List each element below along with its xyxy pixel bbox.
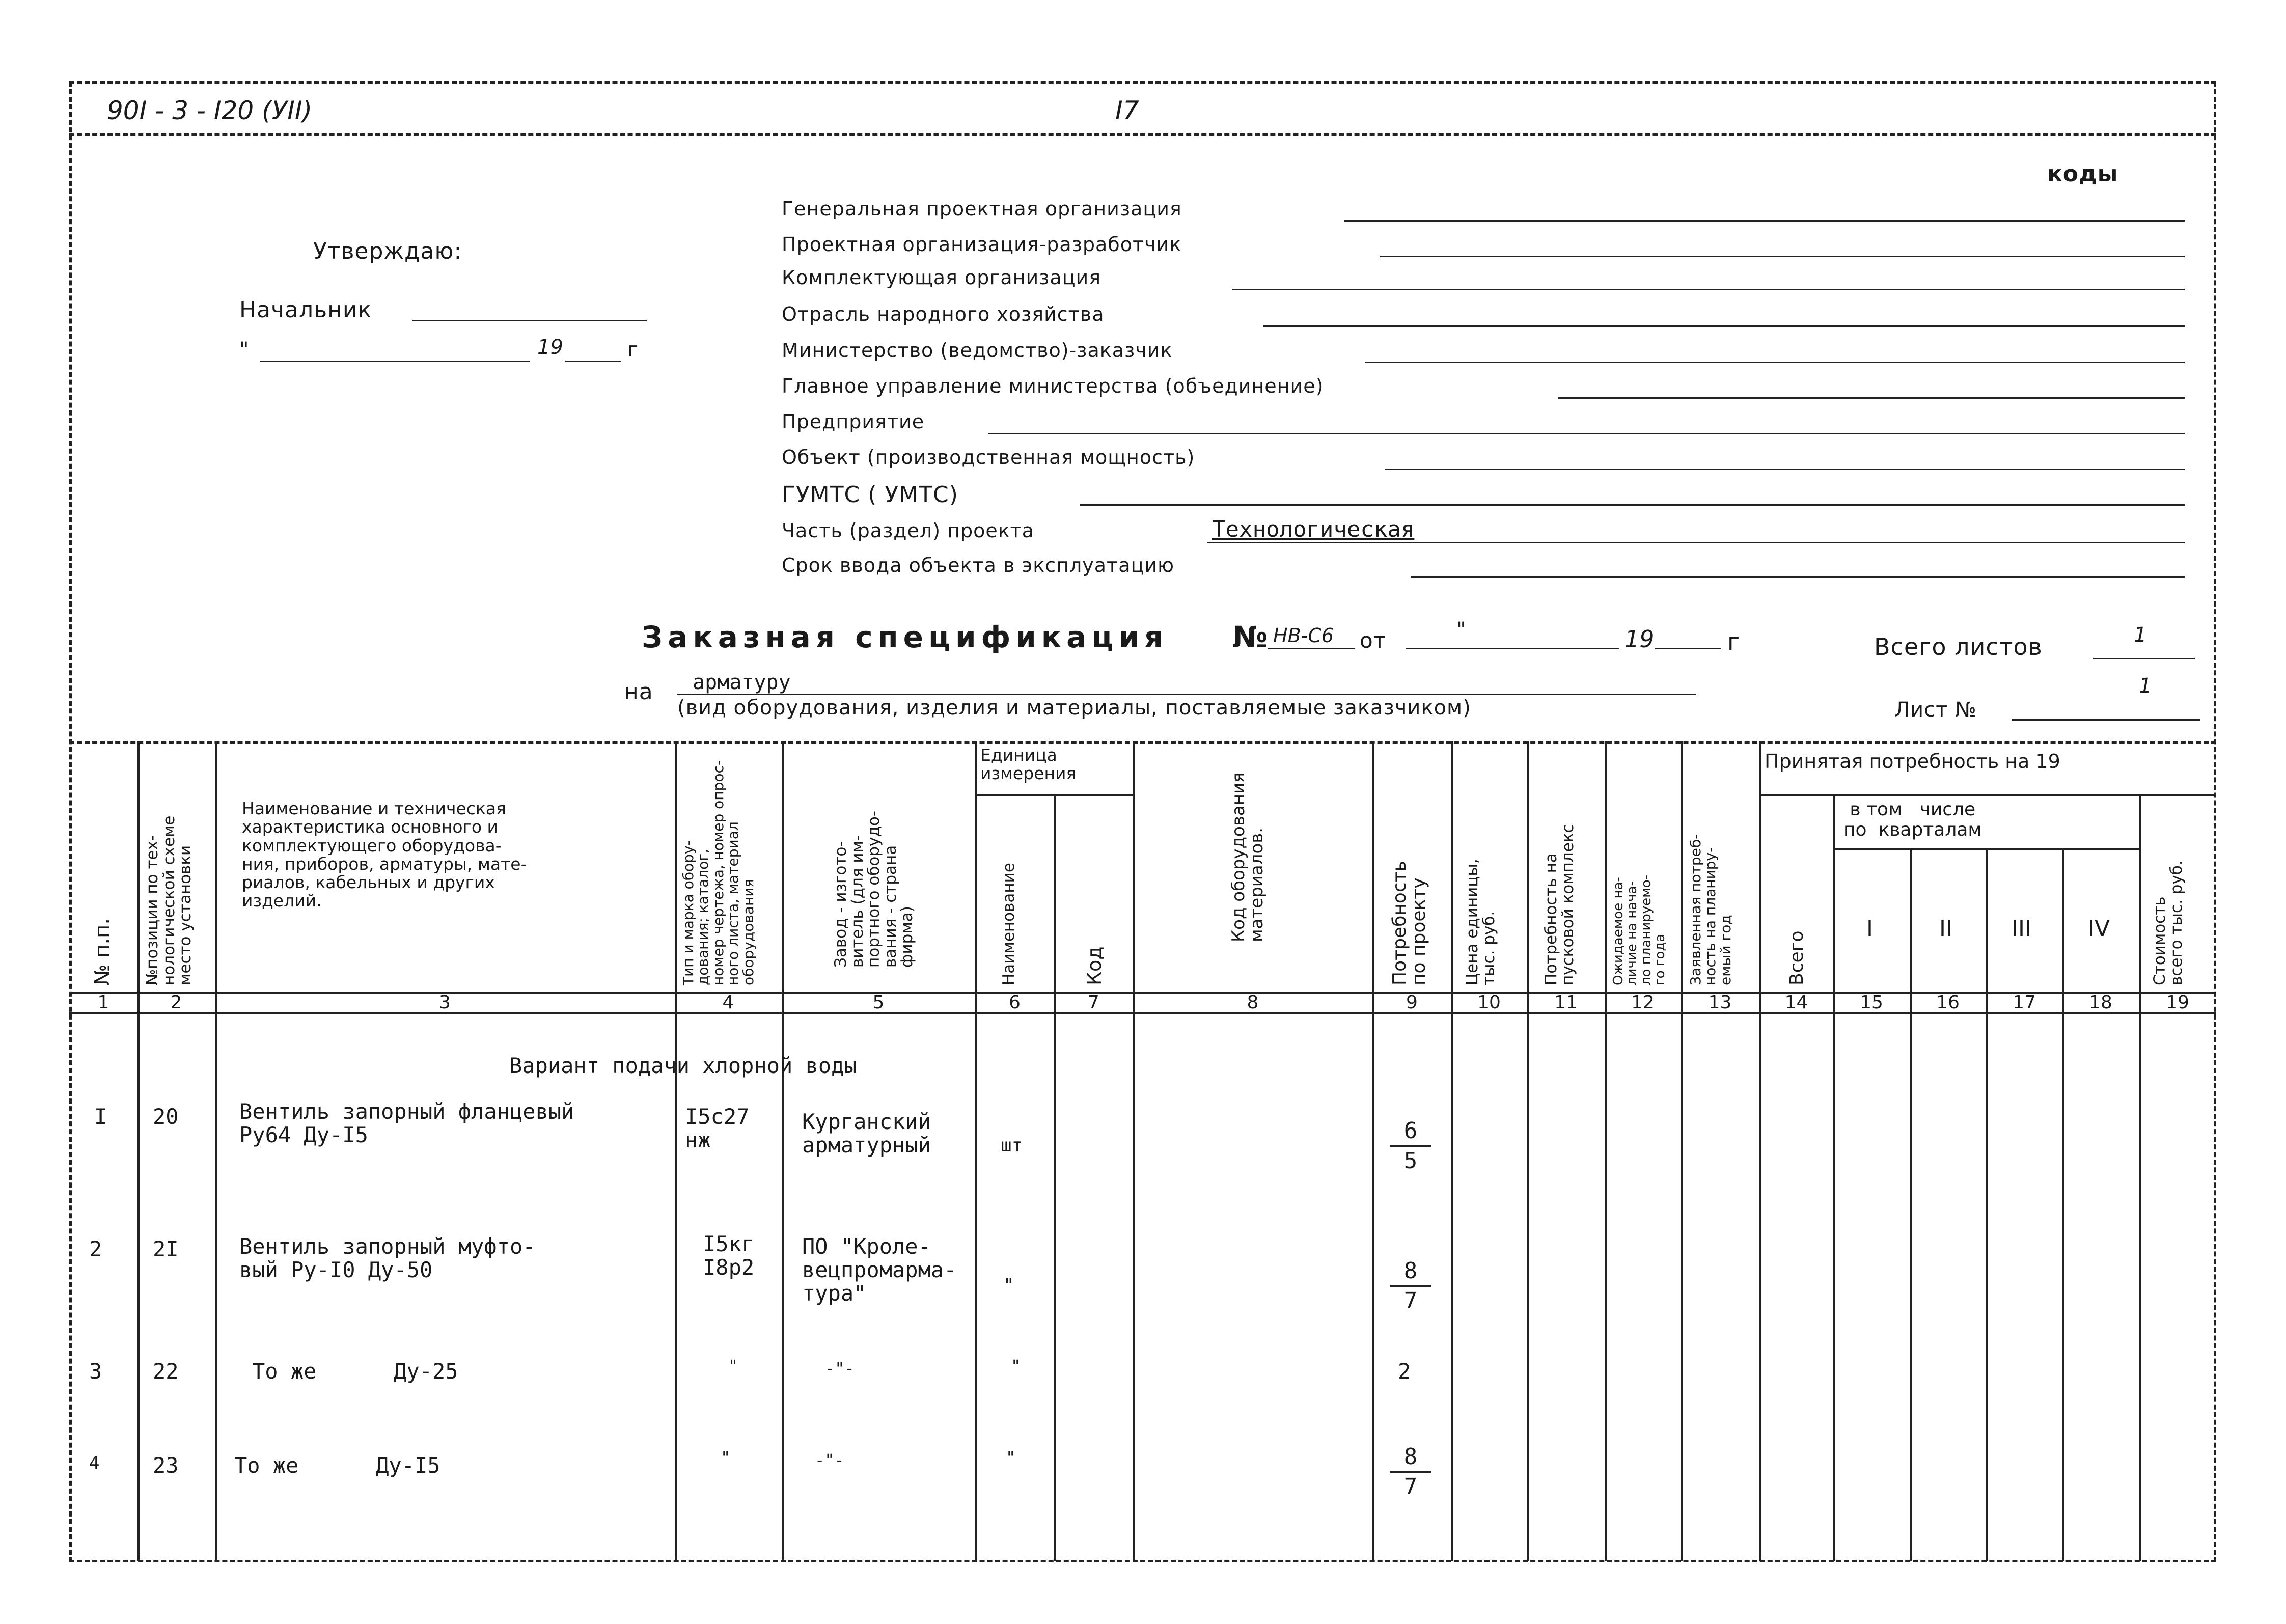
org-field-gumts-line bbox=[1080, 504, 2185, 506]
sheet-no-label: Лист № bbox=[1894, 698, 1977, 722]
row-unit: шт bbox=[1001, 1135, 1023, 1156]
org-field-industry-line bbox=[1263, 325, 2185, 327]
row-type: " bbox=[721, 1448, 731, 1467]
col-line-13 bbox=[1759, 741, 1761, 1561]
col-number: 8 bbox=[1247, 992, 1259, 1013]
col-number: 9 bbox=[1406, 992, 1418, 1013]
table-top-divider bbox=[69, 741, 2216, 744]
org-field-project-part-line bbox=[1207, 542, 2185, 543]
approve-label: Утверждаю: bbox=[313, 238, 462, 264]
row-maker: -"- bbox=[815, 1450, 844, 1470]
row-type: I5кг I8р2 bbox=[703, 1231, 755, 1280]
col-line-16 bbox=[1986, 848, 1988, 1561]
chief-label: Начальник bbox=[239, 297, 372, 323]
col-header-q3: III bbox=[2012, 916, 2031, 942]
org-field-project-part-value: Технологическая bbox=[1212, 516, 1415, 542]
row-need-bottom: 7 bbox=[1403, 1474, 1418, 1500]
row-maker: Курганский арматурный bbox=[802, 1109, 931, 1158]
org-field-completing-line bbox=[1232, 289, 2185, 290]
org-field-main-dept-label: Главное управление министерства (объединение) bbox=[782, 375, 1324, 397]
col-number: 12 bbox=[1631, 992, 1655, 1013]
col-header-unit-group: Единица измерения bbox=[980, 745, 1077, 784]
col-header-unit-code: Код bbox=[1083, 946, 1106, 985]
row-unit: " bbox=[1006, 1448, 1016, 1467]
col-number: 5 bbox=[872, 992, 885, 1013]
spec-number: НВ-С6 bbox=[1273, 624, 1334, 647]
spec-date-line bbox=[1406, 648, 1619, 649]
col-line-11 bbox=[1605, 741, 1607, 1561]
col-line-12 bbox=[1681, 741, 1683, 1561]
col-number: 7 bbox=[1088, 992, 1099, 1013]
date-line bbox=[260, 361, 530, 362]
org-field-gumts-label: ГУМТС ( УМТС) bbox=[782, 482, 958, 508]
org-field-object-label: Объект (производственная мощность) bbox=[782, 446, 1195, 469]
col-number: 15 bbox=[1860, 992, 1883, 1013]
col-header-launch-need: Потребность на пусковой комплекс bbox=[1542, 824, 1577, 985]
org-field-industry-label: Отрасль народного хозяйства bbox=[782, 303, 1105, 325]
row-maker: -"- bbox=[825, 1359, 855, 1378]
row-no: 4 bbox=[89, 1453, 100, 1473]
col-line-15 bbox=[1910, 848, 1912, 1561]
chief-line bbox=[412, 320, 647, 321]
total-sheets: 1 bbox=[2134, 623, 2147, 647]
col-header-no: № п.п. bbox=[91, 918, 114, 985]
row-position: 2I bbox=[153, 1236, 179, 1261]
total-sheets-label: Всего листов bbox=[1874, 633, 2043, 660]
row-position: 20 bbox=[153, 1104, 179, 1129]
col-header-need: Потребность по проекту bbox=[1389, 861, 1429, 985]
col-number: 11 bbox=[1554, 992, 1578, 1013]
year-line bbox=[565, 361, 621, 362]
org-field-deadline-line bbox=[1411, 576, 2185, 578]
col-line-1 bbox=[137, 741, 140, 1561]
col-header-q2: II bbox=[1939, 916, 1952, 942]
col-header-equipment-code: Код оборудования материалов. bbox=[1228, 772, 1267, 942]
col-number: 6 bbox=[1009, 992, 1021, 1013]
col-number: 18 bbox=[2089, 992, 2112, 1013]
row-need bbox=[1390, 1258, 1431, 1314]
row-need-top: 8 bbox=[1403, 1444, 1418, 1470]
org-field-project-part-label: Часть (раздел) проекта bbox=[782, 519, 1035, 542]
row-need bbox=[1390, 1444, 1431, 1500]
col-line-10 bbox=[1527, 741, 1529, 1561]
date-g: г bbox=[627, 338, 639, 362]
col-header-type: Тип и марка обору- дования; каталог, номер чертежа, номер опрос- ного листа, материал оборудования bbox=[680, 760, 757, 985]
row-maker: ПО "Кроле- вецпромарма- тура" bbox=[802, 1234, 957, 1306]
spec-on-value: арматуру bbox=[693, 671, 791, 694]
col-number: 16 bbox=[1936, 992, 1960, 1013]
spec-on-line bbox=[677, 694, 1696, 695]
row-no: 2 bbox=[89, 1236, 102, 1261]
col-header-maker: Завод - изгото- витель (для им- портного оборудо- вания - страна фирма) bbox=[832, 811, 917, 968]
col-header-name: Наименование и техническая характеристика основного и комплектующего оборудова- ния, приборов, арматуры, мате- риалов, кабельных и других изделий. bbox=[242, 799, 527, 911]
col-line-14 bbox=[1833, 794, 1835, 1561]
org-field-general-label: Генеральная проектная организация bbox=[782, 198, 1182, 220]
spec-number-label: № bbox=[1232, 620, 1268, 654]
col-header-cost: Стоимость всего тыс. руб. bbox=[2151, 860, 2186, 985]
row-position: 23 bbox=[153, 1453, 179, 1478]
row-unit: " bbox=[1011, 1356, 1021, 1375]
header-divider bbox=[69, 133, 2216, 136]
accepted-group-line bbox=[1759, 794, 2216, 796]
col-number: 4 bbox=[722, 992, 734, 1013]
col-line-6 bbox=[1054, 794, 1056, 1561]
spec-subtitle: (вид оборудования, изделия и материалы, поставляемые заказчиком) bbox=[677, 696, 1471, 720]
date-year: 19 bbox=[537, 336, 563, 359]
row-need-top: 8 bbox=[1403, 1258, 1418, 1284]
col-number: 13 bbox=[1708, 992, 1732, 1013]
col-line-7 bbox=[1133, 741, 1135, 1561]
date-quote: " bbox=[239, 338, 249, 362]
col-header-accepted-group: Принятая потребность на 19 bbox=[1765, 750, 2060, 773]
col-number: 1 bbox=[97, 992, 109, 1013]
org-field-enterprise-label: Предприятие bbox=[782, 410, 925, 433]
row-need-top: 2 bbox=[1398, 1359, 1411, 1384]
row-type: " bbox=[728, 1356, 738, 1375]
row-name: Вентиль запорный фланцевый Ру64 Ду-I5 bbox=[239, 1099, 574, 1148]
row-need-bottom: 7 bbox=[1403, 1288, 1418, 1314]
total-sheets-line bbox=[2093, 658, 2195, 659]
col-number: 3 bbox=[439, 992, 451, 1013]
row-name: То же Ду-25 bbox=[252, 1359, 458, 1384]
sheet-no-line bbox=[2012, 719, 2200, 721]
sheet-no: 1 bbox=[2139, 674, 2152, 698]
spec-quote: " bbox=[1456, 618, 1466, 642]
col-line-18 bbox=[2139, 794, 2141, 1561]
org-field-completing-label: Комплектующая организация bbox=[782, 266, 1101, 289]
row-need bbox=[1390, 1118, 1431, 1174]
org-field-ministry-line bbox=[1365, 362, 2185, 363]
row-name: Вентиль запорный муфто- вый Ру-I0 Ду-50 bbox=[239, 1234, 536, 1283]
col-header-quarters-group: в том числе по кварталам bbox=[1843, 799, 1982, 840]
page-number: I7 bbox=[1115, 96, 1139, 125]
col-header-unit-price: Цена единицы, тыс. руб. bbox=[1463, 859, 1498, 985]
org-field-developer-label: Проектная организация-разработчик bbox=[782, 233, 1182, 256]
org-field-enterprise-line bbox=[988, 433, 2185, 434]
codes-label: коды bbox=[2047, 161, 2118, 187]
row-no: I bbox=[94, 1104, 107, 1129]
col-header-total: Всего bbox=[1786, 930, 1807, 985]
spec-year: 19 bbox=[1624, 625, 1655, 653]
col-line-5 bbox=[975, 741, 977, 1561]
row-need-top: 6 bbox=[1403, 1118, 1418, 1144]
spec-number-line bbox=[1268, 648, 1355, 649]
col-line-8 bbox=[1372, 741, 1374, 1561]
col-line-3 bbox=[675, 741, 677, 1561]
org-field-general-line bbox=[1344, 220, 2185, 222]
col-line-4 bbox=[782, 741, 784, 1561]
col-number: 17 bbox=[2013, 992, 2036, 1013]
col-number: 14 bbox=[1784, 992, 1808, 1013]
org-field-deadline-label: Срок ввода объекта в эксплуатацию bbox=[782, 554, 1175, 576]
row-unit: " bbox=[1003, 1275, 1014, 1296]
row-name: То же Ду-I5 bbox=[234, 1453, 440, 1478]
row-need-bottom: 5 bbox=[1403, 1148, 1418, 1174]
col-header-expected: Ожидаемое на- личие на нача- ло планируемо- го года bbox=[1611, 874, 1668, 985]
col-header-unit-name: Наименование bbox=[1000, 863, 1018, 985]
row-type: I5с27 нж bbox=[685, 1104, 750, 1153]
col-line-2 bbox=[215, 741, 217, 1561]
row-no: 3 bbox=[89, 1359, 102, 1384]
doc-code: 90I - 3 - I20 (УII) bbox=[107, 96, 313, 125]
org-field-main-dept-line bbox=[1558, 397, 2185, 399]
org-field-ministry-label: Министерство (ведомство)-заказчик bbox=[782, 339, 1173, 362]
col-number: 19 bbox=[2166, 992, 2189, 1013]
spec-title: Заказная спецификация bbox=[642, 620, 1169, 654]
spec-from-label: от bbox=[1360, 628, 1387, 653]
col-header-q4: IV bbox=[2088, 916, 2110, 942]
col-line-17 bbox=[2062, 848, 2064, 1561]
col-line-9 bbox=[1451, 741, 1453, 1561]
col-header-declared: Заявленная потреб- ность на планиру- емый год bbox=[1687, 834, 1734, 985]
col-header-q1: I bbox=[1866, 916, 1873, 942]
org-field-developer-line bbox=[1380, 256, 2185, 257]
col-number: 10 bbox=[1477, 992, 1501, 1013]
row-position: 22 bbox=[153, 1359, 179, 1384]
section-title: Вариант подачи хлорной воды bbox=[509, 1053, 857, 1078]
col-number: 2 bbox=[170, 992, 182, 1013]
col-header-position: №позиции по тех- нологической схеме место установки bbox=[143, 815, 195, 985]
org-field-object-line bbox=[1385, 469, 2185, 470]
spec-on-label: на bbox=[624, 679, 653, 705]
spec-g: г bbox=[1727, 628, 1740, 655]
spec-year-line bbox=[1655, 648, 1721, 649]
